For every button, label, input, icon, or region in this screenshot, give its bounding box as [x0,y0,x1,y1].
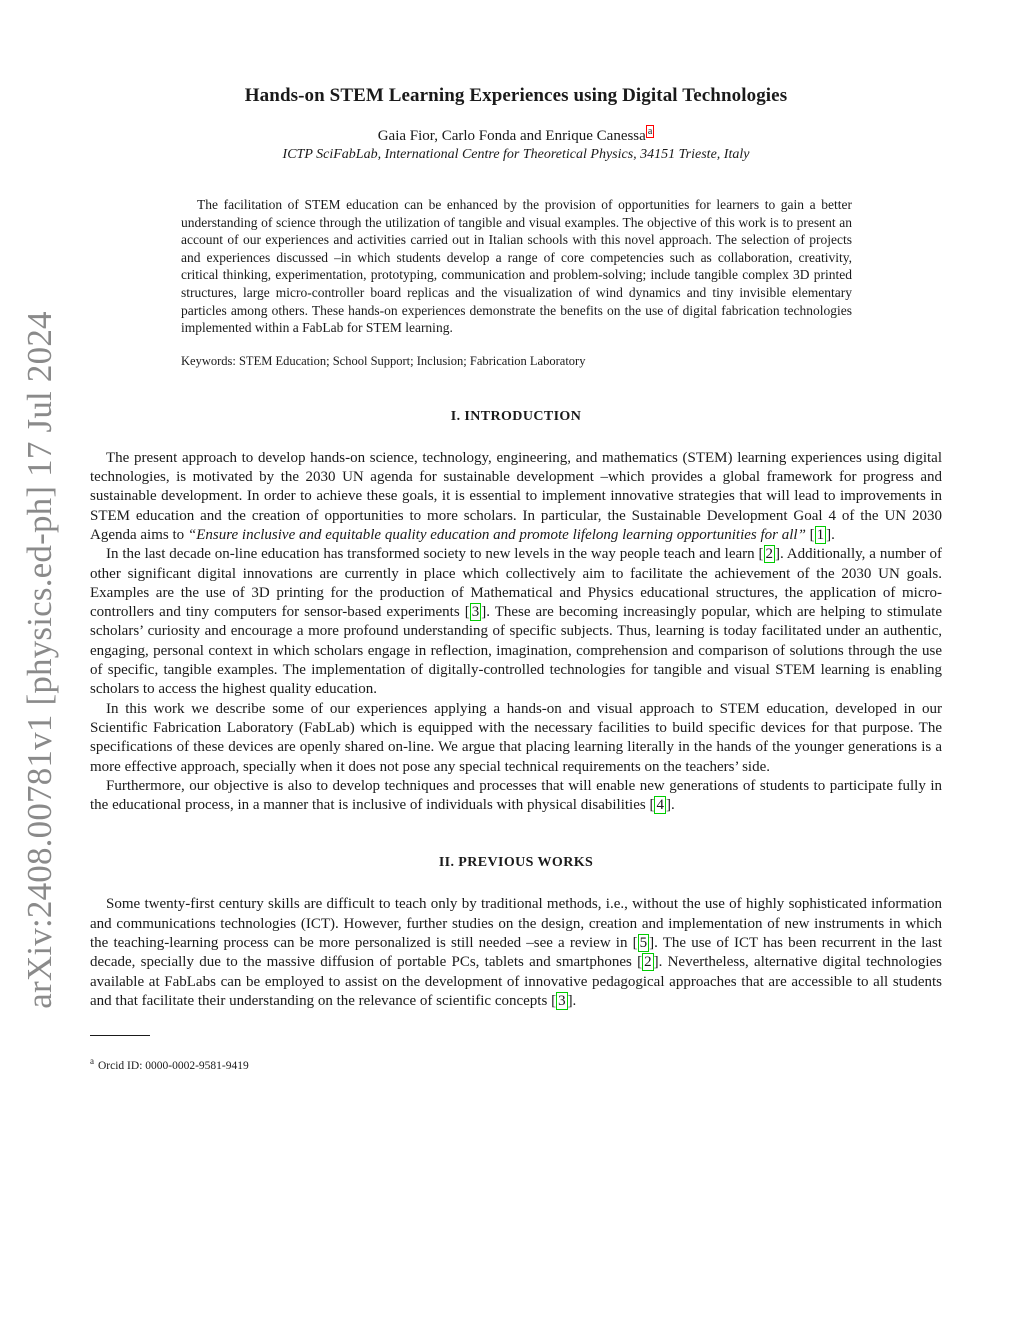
arxiv-identifier: arXiv:2408.00781v1 [physics.ed-ph] 17 Jul 2024 [20,311,59,1009]
author-names: Gaia Fior, Carlo Fonda and Enrique Canessa [377,128,646,144]
section-introduction-heading: I. INTRODUCTION [450,408,582,424]
section-previous-works-body [90,895,942,1011]
paragraph: The present approach to develop hands-on science, technology, engineering, and mathematics (STEM) learning experiences using digital technologies, is motivated by the 2030 UN agenda for sustainable development –which provides a global framework for progress and sustainable development. In order to achieve these goals, it is essential to implement innovative strategies that will lead to improvements in STEM education and the creation of opportunities to more scholars. In particular, the Sustainable Development Goal 4 of the UN 2030 Agenda aims to “Ensure inclusive and equitable quality education and promote lifelong learning opportunities for all” [ 1 ]. [90,449,942,543]
affiliation: ICTP SciFabLab, International Centre for Theoretical Physics, 34151 Trieste, Italy [282,147,750,162]
citation-link[interactable]: 3 [558,992,566,1009]
author-footnote-link[interactable]: a [647,126,653,137]
section-introduction-body [90,449,942,816]
footnote-mark: a [90,1056,94,1067]
citation-link[interactable]: 5 [639,934,648,951]
citation-link[interactable]: 2 [765,546,774,563]
paper-page [90,85,942,1072]
orcid-text: Orcid ID: 0000-0002-9581-9419 [98,1060,249,1072]
citation-link[interactable]: 4 [656,797,664,814]
paper-title: Hands-on STEM Learning Experiences using Digital Technologies [244,85,788,106]
section-previous-works-heading: II. PREVIOUS WORKS [438,855,594,871]
footnote-divider [90,1035,150,1036]
abstract-text: The facilitation of STEM education can be enhanced by the provision of opportunities for learners to gain a better understanding of science through the utilization of tangible and visual examples. The objective of this work is to present an account of our experiences and activities carried out in Italian schools with this novel approach. The selection of projects and experiences discussed –in which students develop a range of core competencies such as collaboration, creativity, critical thinking, experimentation, prototyping, communication and problem-solving; include tangible complex 3D printed structures, large micro-controller board replicas and the visualization of wind dynamics and tiny invisible elementary particles among others. These hands-on experiences demonstrate the benefits on the use of digital fabrication technologies implemented within a FabLab for STEM learning. [181,197,852,336]
paragraph: In this work we describe some of our experiences applying a hands-on and visual approach to STEM education, developed in our Scientific Fabrication Laboratory (FabLab) which is equipped with the necessary facilities to build specific devices for that purpose. The specifications of these devices are openly shared on-line. We argue that placing learning literally in the hands of the younger generations is a more effective approach, specially when it does not pose any special technical requirements on the teachers’ side. [90,700,942,775]
sdg4-quote: “Ensure inclusive and equitable quality education and promote lifelong learning opportunities for all” [187,526,806,543]
footnote [90,1056,942,1072]
citation-link[interactable]: 2 [644,954,652,971]
paragraph: Some twenty-first century skills are difficult to teach only by traditional methods, i.e., without the use of highly sophisticated information and communications technologies (ICT). However, further studies on the design, creation and implementation of new instruments in which the teaching-learning process can be more personalized is still needed –see a review in [ 5 ]. The use of ICT has been recurrent in the last decade, specially due to the massive diffusion of portable PCs, tablets and smartphones [ 2 ]. Nevertheless, alternative digital technologies available at FabLabs can be employed to assist on the development of innovative pedagogical approaches that are accessible to all students and that facilitate their understanding on the relevance of scientific concepts [ 3 ]. [90,896,942,1009]
paragraph: In the last decade on-line education has transformed society to new levels in the way people teach and learn [ 2 ]. Additionally, a number of other significant digital innovations are currently in place which collectively aim to facilitate the achievement of the 2030 UN goals. Examples are the use of 3D printing for the production of Mathematical and Physics educational structures, the application of micro-controllers and tiny computers for sensor-based experiments [ 3 ]. These are becoming increasingly popular, which are helping to stimulate scholars’ curiosity and encourage a more profound understanding of specific subjects. Thus, learning is today facilitated under an authentic, engaging, personal context in which scholars engage in reflection, imagination, comprehension and comparison of solutions through the use of specific, tangible examples. The implementation of digitally-controlled technologies for tangible and visual STEM learning is enabling scholars to access the highest quality education. [90,546,943,698]
author-list [90,127,942,146]
keywords: Keywords: STEM Education; School Support; Inclusion; Fabrication Laboratory [181,353,586,368]
arxiv-stamp [0,0,70,1325]
citation-link[interactable]: 1 [816,526,825,543]
paragraph: Furthermore, our objective is also to develop techniques and processes that will enable new generations of students to participate fully in the educational process, in a manner that is inclusive of individuals with physical disabilities [ 4 ]. [90,777,942,814]
abstract [181,196,852,337]
citation-link[interactable]: 3 [471,604,480,621]
